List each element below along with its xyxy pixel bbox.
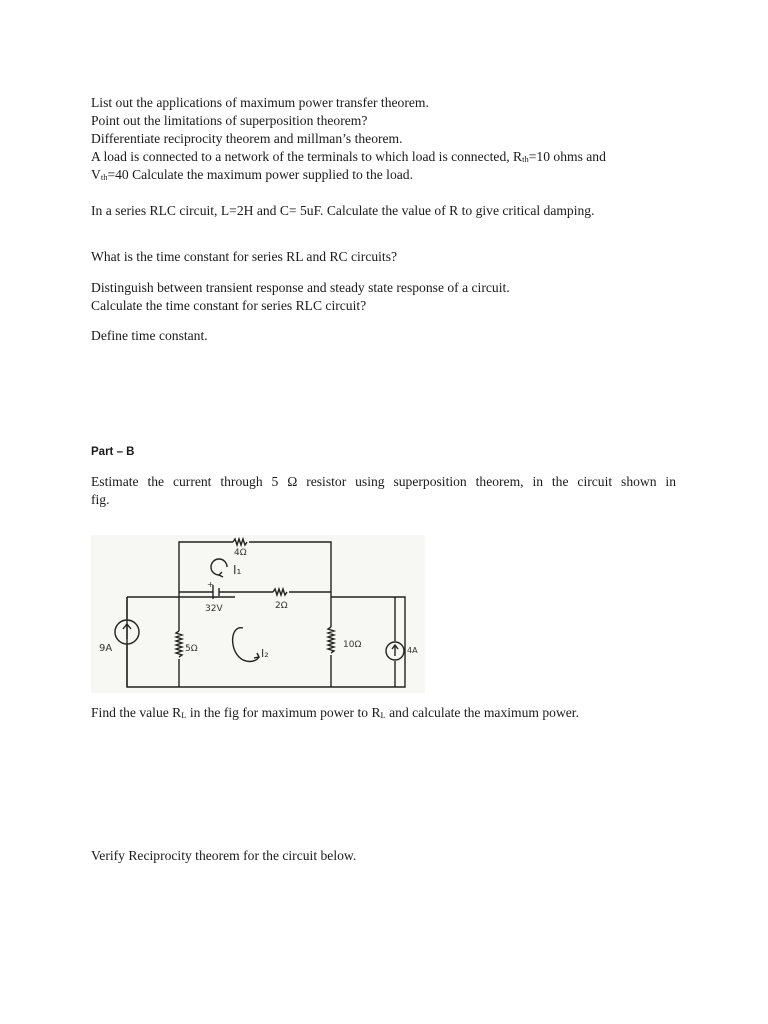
top-right-wire: [249, 542, 331, 597]
label-i1: I₁: [233, 563, 242, 577]
label-source-4a: 4A: [407, 646, 418, 655]
question-1: List out the applications of maximum power transfer theorem.: [91, 95, 429, 110]
label-source-9a: 9A: [99, 643, 113, 654]
question-6: What is the time constant for series RL and RC circuits?: [91, 249, 398, 264]
label-i2: I₂: [261, 647, 269, 660]
loop-arrow-i1: [211, 559, 227, 575]
part-b-heading: Part – B: [91, 446, 135, 458]
part-b-question-3: Verify Reciprocity theorem for the circuit below.: [91, 848, 357, 863]
arrow-up-icon: [123, 624, 131, 639]
resistor-10-ohm: [328, 627, 334, 653]
top-left-wire: [179, 542, 233, 597]
question-2: Point out the limitations of superposition theorem?: [91, 113, 368, 128]
part-b-question-2: Find the value RL in the fig for maximum power to RL and calculate the maximum power.: [91, 705, 579, 720]
circuit-diagram: [91, 535, 425, 693]
outer-wire: [127, 597, 405, 687]
part-b-question-1-line-1: Estimate the current through 5 Ω resistor using superposition theorem, in the circuit shown in: [91, 474, 676, 489]
question-4-line-2: Vth=40 Calculate the maximum power supplied to the load.: [91, 167, 413, 182]
loop-arrow-i2: [233, 628, 259, 662]
question-9: Define time constant.: [91, 328, 208, 343]
circuit-figure: [91, 535, 425, 693]
part-b-question-1-line-2: fig.: [91, 492, 110, 507]
question-8: Calculate the time constant for series RLC circuit?: [91, 298, 367, 313]
label-r-top: 4Ω: [234, 548, 247, 558]
resistor-mid: [273, 589, 287, 595]
label-r-5: 5Ω: [185, 644, 198, 654]
resistor-top: [233, 539, 247, 545]
question-5: In a series RLC circuit, L=2H and C= 5uF. Calculate the value of R to give critical damping.: [91, 203, 595, 218]
label-r-10: 10Ω: [343, 640, 362, 650]
question-7: Distinguish between transient response and steady state response of a circuit.: [91, 280, 510, 295]
question-4-line-1: A load is connected to a network of the terminals to which load is connected, Rth=10 ohms and: [91, 149, 606, 164]
arrow-up-icon-right: [392, 645, 398, 656]
label-r-mid: 2Ω: [275, 601, 288, 611]
label-battery: 32V: [205, 604, 223, 614]
resistor-5-ohm: [176, 631, 182, 657]
question-3: Differentiate reciprocity theorem and millman’s theorem.: [91, 131, 403, 146]
label-battery-plus: +: [207, 580, 214, 589]
